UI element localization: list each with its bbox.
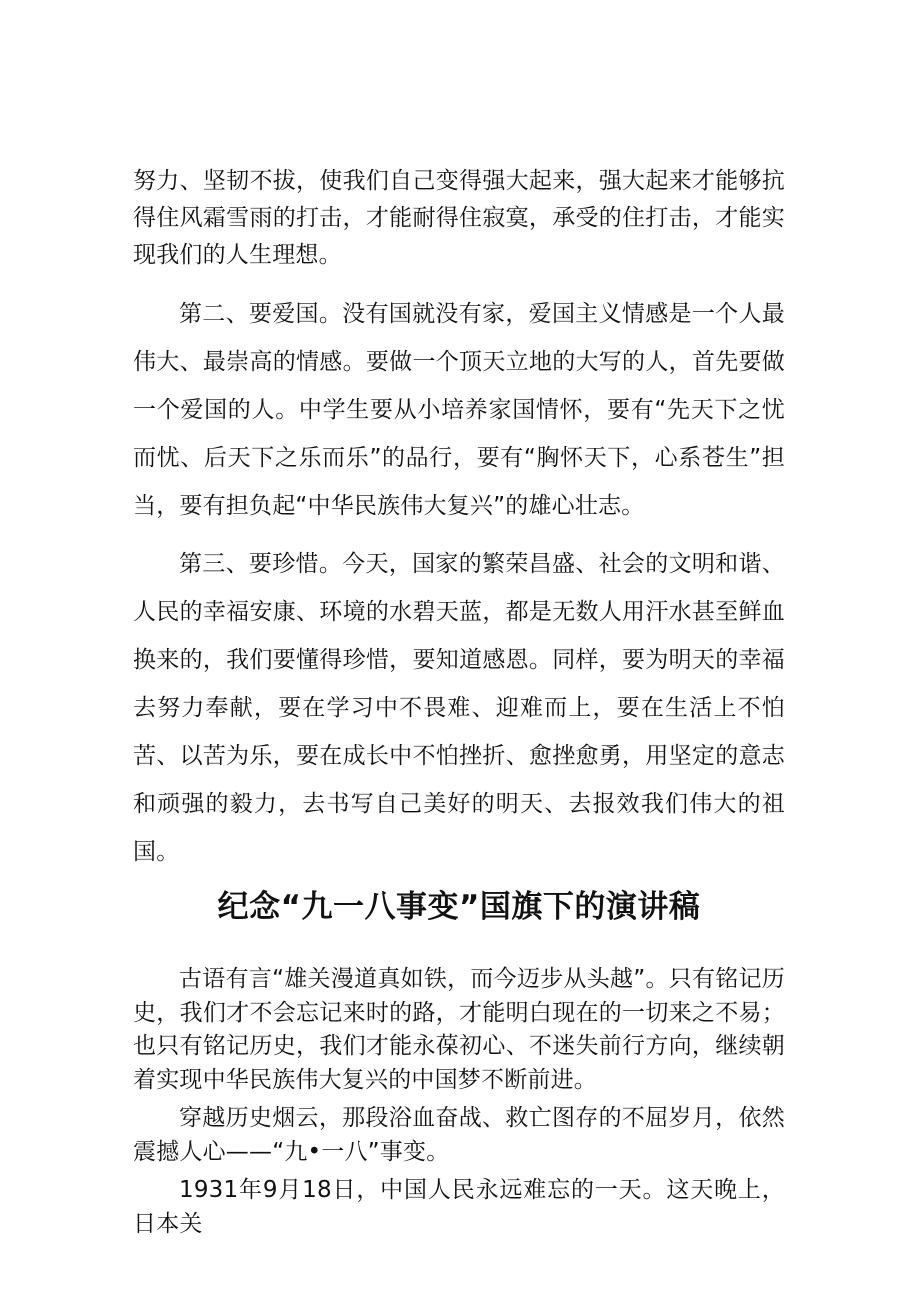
paragraph-continuation: 努力、坚韧不拔，使我们自己变得强大起来，强大起来才能够抗得住风霜雪雨的打击，才能耐得住寂寞，承受的住打击，才能实现我们的人生理想。 xyxy=(133,168,785,268)
paragraph-date-1931: 1931年9月18日，中国人民永远难忘的一天。这天晚上，日本关 xyxy=(133,1177,785,1237)
paragraph-love-country: 第二、要爱国。没有国就没有家，爱国主义情感是一个人最伟大、最崇高的情感。要做一个顶天立地的大写的人，首先要做一个爱国的人。中学生要从小培养家国情怀，要有“先天下之忧而忧、后天下之乐而乐”的品行，要有“胸怀天下，心系苍生”担当，要有担负起“中华民族伟大复兴”的雄心壮志。 xyxy=(133,301,785,519)
speech-title: 纪念“九一八事变”国旗下的演讲稿 xyxy=(217,889,701,925)
paragraph-remember-history: 古语有言“雄关漫道真如铁，而今迈步从头越”。只有铭记历史，我们才不会忘记来时的路，才能明白现在的一切来之不易；也只有铭记历史，我们才能永葆初心、不迷失前行方向，继续朝着实现中华民族伟大复兴的中国梦不断前进。 xyxy=(133,966,785,1093)
paragraph-cherish: 第三、要珍惜。今天，国家的繁荣昌盛、社会的文明和谐、人民的幸福安康、环境的水碧天蓝，都是无数人用汗水甚至鲜血换来的，我们要懂得珍惜，要知道感恩。同样，要为明天的幸福去努力奉献，要在学习中不畏难、迎难而上，要在生活上不怕苦、以苦为乐，要在成长中不怕挫折、愈挫愈勇，用坚定的意志和顽强的毅力，去书写自己美好的明天、去报效我们伟大的祖国。 xyxy=(133,551,785,865)
document-page xyxy=(133,163,785,1241)
paragraph-history-clouds: 穿越历史烟云，那段浴血奋战、救亡图存的不屈岁月，依然震撼人心——“九•一八”事变。 xyxy=(133,1105,785,1165)
